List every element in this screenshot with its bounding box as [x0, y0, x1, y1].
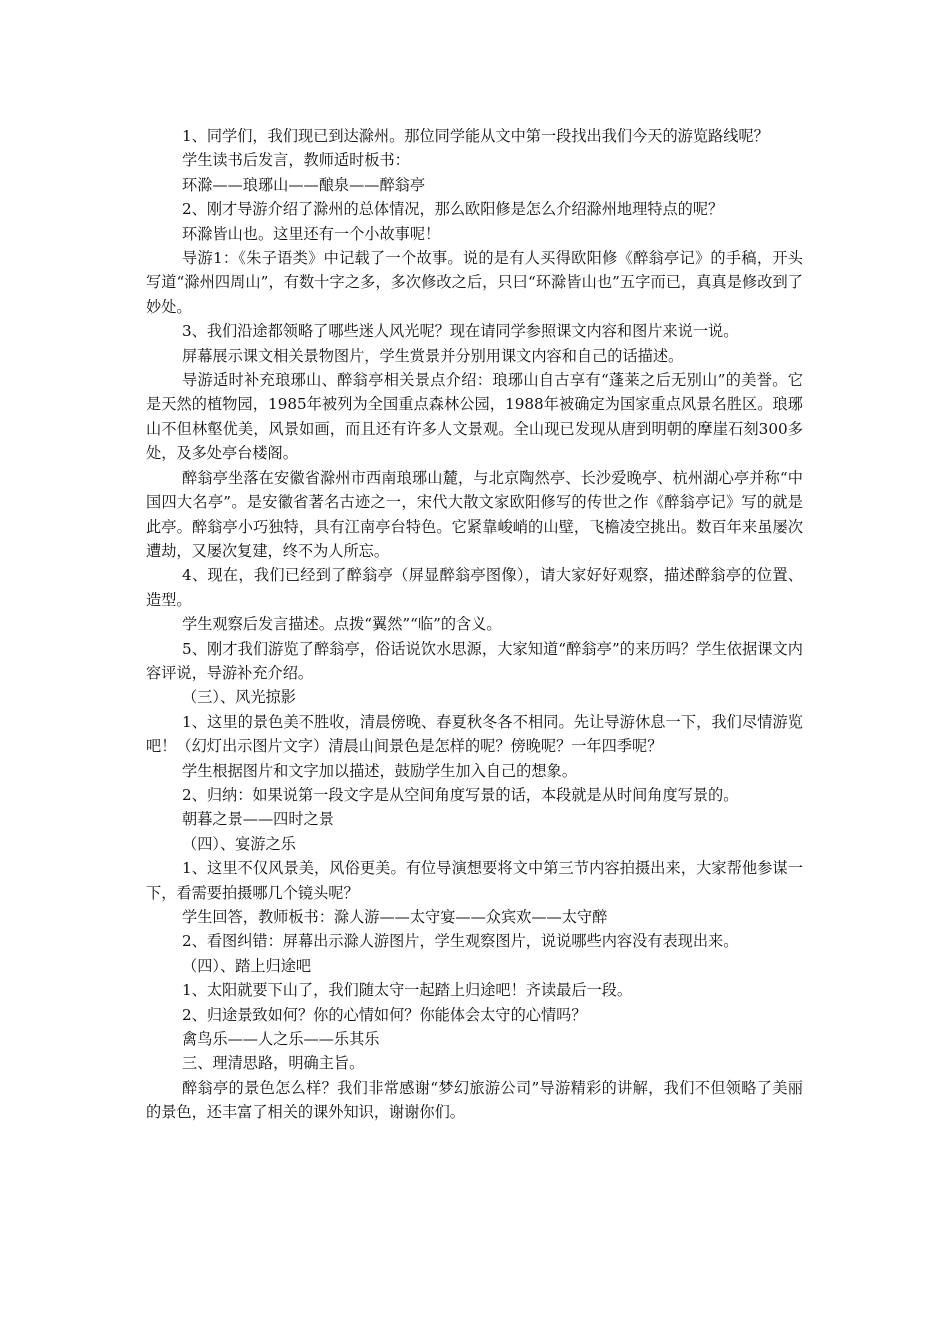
- paragraph-student-speak: 学生读书后发言，教师适时板书：: [182, 151, 410, 170]
- paragraph-joy-board: 禽鸟乐——人之乐——乐其乐: [182, 1030, 380, 1049]
- paragraph-scenery-tour: 1、这里的景色美不胜收，清晨傍晚、春夏秋冬各不相同。先让导游休息一下，我们尽情游览吧！（幻灯出示图片文字）清晨山间景色是怎样的呢？傍晚呢？一年四季呢？: [146, 712, 803, 756]
- paragraph-student-describe: 学生观察后发言描述。点拨“翼然”“临”的含义。: [182, 615, 502, 634]
- paragraph-route-question: 1、同学们，我们现已到达滁州。那位同学能从文中第一段找出我们今天的游览路线呢？: [182, 127, 769, 145]
- section-heading-scenery: （三）、风光掠影: [182, 688, 296, 707]
- section-heading-banquet: （四）、宴游之乐: [182, 834, 296, 853]
- paragraph-mood-question: 2、归途景致如何？你的心情如何？你能体会太守的心情吗？: [182, 1005, 587, 1024]
- paragraph-observe-pavilion: 4、现在，我们已经到了醉翁亭（屏显醉翁亭图像），请大家好好观察，描述醉翁亭的位置、造型。: [146, 566, 803, 609]
- paragraph-answer-mountains: 环滁皆山也。这里还有一个小故事呢！: [182, 224, 441, 243]
- paragraph-student-imagine: 学生根据图片和文字加以描述，鼓励学生加入自己的想象。: [182, 761, 577, 780]
- section-heading-theme: 三、理清思路，明确主旨。: [182, 1054, 365, 1073]
- paragraph-film-question: 1、这里不仅风景美，风俗更美。有位导演想要将文中第三节内容拍摄出来，大家帮他参谋一下，看需要拍摄哪几个镜头呢？: [146, 859, 803, 902]
- paragraph-guide-story: 导游1：《朱子语类》中记载了一个故事。说的是有人买得欧阳修《醉翁亭记》的手稿，开头写道“滁州四周山”，有数十字之多，多次修改之后，只曰“环滁皆山也”五字而已，真真是修改到了妙处。: [146, 249, 803, 316]
- paragraph-banquet-board: 学生回答，教师板书：滁人游——太守宴——众宾欢——太守醉: [182, 908, 608, 926]
- paragraph-pavilion-intro: 醉翁亭坐落在安徽省滁州市西南琅琊山麓，与北京陶然亭、长沙爱晚亭、杭州湖心亭并称“中国四大名亭”。是安徽省著名古迹之一，宋代大散文家欧阳修写的传世之作《醉翁亭记》写的就是此亭。醉翁亭小巧独特，具有江南亭台特色。它紧靠峻峭的山壁，飞檐凌空挑出。数百年来虽屡次遭劫，又屡次复建，终不为人所忘。: [146, 468, 803, 560]
- paragraph-picture-correction: 2、看图纠错：屏幕出示滁人游图片，学生观察图片，说说哪些内容没有表现出来。: [182, 932, 739, 951]
- paragraph-summary: 2、归纳：如果说第一段文字是从空间角度写景的话，本段就是从时间角度写景的。: [182, 785, 739, 804]
- paragraph-geography-question: 2、刚才导游介绍了滁州的总体情况，那么欧阳修是怎么介绍滁州地理特点的呢？: [182, 200, 724, 219]
- paragraph-screen-pictures: 屏幕展示课文相关景物图片，学生赏景并分别用课文内容和自己的话描述。: [182, 346, 684, 365]
- paragraph-closing-thanks: 醉翁亭的景色怎么样？我们非常感谢“梦幻旅游公司”导游精彩的讲解，我们不但领略了美丽的景色，还丰富了相关的课外知识，谢谢你们。: [146, 1078, 803, 1122]
- document-page: [146, 124, 803, 1125]
- paragraph-sunset-reading: 1、太阳就要下山了，我们随太守一起踏上归途吧！齐读最后一段。: [182, 981, 633, 1000]
- paragraph-route-board: 环滁——琅琊山——酿泉——醉翁亭: [182, 175, 425, 194]
- section-heading-return: （四）、踏上归途吧: [182, 956, 312, 975]
- paragraph-time-board: 朝暮之景——四时之景: [182, 810, 334, 829]
- paragraph-scenery-question: 3、我们沿途都领略了哪些迷人风光呢？现在请同学参照课文内容和图片来说一说。: [182, 322, 739, 341]
- paragraph-name-origin: 5、刚才我们游览了醉翁亭，俗话说饮水思源，大家知道“醉翁亭”的来历吗？学生依据课文内容评说，导游补充介绍。: [146, 639, 803, 682]
- paragraph-langya-intro: 导游适时补充琅琊山、醉翁亭相关景点介绍：琅琊山自古享有“蓬莱之后无别山”的美誉。它是天然的植物园，1985年被列为全国重点森林公园，1988年被确定为国家重点风景名胜区。琅琊山不但林壑优美，风景如画，而且还有许多人文景观。全山现已发现从唐到明朝的摩崖石刻300多处，及多处亭台楼阁。: [146, 371, 803, 463]
